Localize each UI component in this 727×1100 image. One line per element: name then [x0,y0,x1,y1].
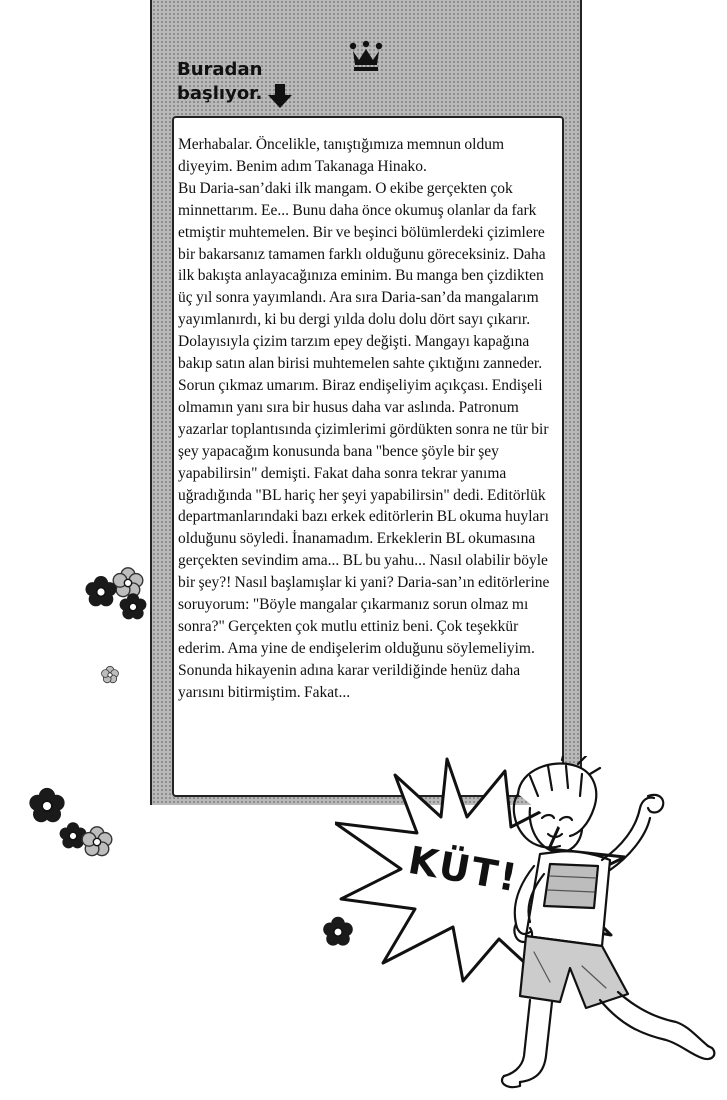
letter-box [172,116,564,797]
flower-icon [29,788,64,822]
crown-icon [348,40,384,72]
letter-text: Merhabalar. Öncelikle, tanıştığımıza memnun oldum diyeyim. Benim adım Takanaga Hinako. Bu Daria-san’daki ilk mangam. O ekibe gerçekten çok minnettarım. Ee... Bunu daha önce okumuş olanlar da fark etmiştir muhtemelen. Bir ve beşinci bölümlerdeki çizimlere bir bakarsanız tamamen farklı olduğunu göreceksiniz. Daha ilk bakışta anlayacağınıza eminim. Bu manga ben çizdikten üç yıl sonra yayımlandı. Ara sıra Daria-san’da mangalarım yayımlanırdı, ki bu dergi yılda dolu dolu dört sayı çıkarır. Dolayısıyla çizim tarzım epey değişti. Mangayı kapağına bakıp satın alan birisi muhtemelen sahte çıktığını zanneder. Sorun çıkmaz umarım. Biraz endişeliyim açıkçası. Endişeli olmamın yanı sıra bir husus daha var aslında. Patronum yazarlar toplantısında çizimlerimi gördükten sonra ne tür bir şey yapacağım konusunda bana "bence şöyle bir şey yapabilirsin" demişti. Fakat daha sonra tekrar yanıma uğradığında "BL hariç her şeyi yapabilirsin" dedi. Editörlük departmanlarındaki bazı erkek editörlerin BL okuma huyları olduğunu söyledi. İnanamadım. Erkeklerin BL okumasına gerçekten sevindim ama... BL bu yahu... Nasıl olabilir böyle bir şey?! Nasıl başlamışlar ki yani? Daria-san’ın editörlerine soruyorum: "Böyle mangalar çıkarmanız sorun olmaz mı sonra?" Gerçekten çok mutlu ettiniz beni. Çok teşekkür ederim. Ama yine de endişelerim olduğunu söylemeliyim. Sonunda hikayenin adına karar verildiğinde henüz daha yarısını bitirmiştim. Fakat... [178,136,550,701]
sound-effect: KÜT! [405,837,522,901]
flower-icon [85,576,116,606]
flower-icon [120,593,147,619]
start-here-label: Buradan başlıyor. [177,59,263,104]
flower-icon [60,822,87,848]
flower-icon [102,666,119,683]
running-boy-illustration [490,756,725,1091]
flower-icon [113,568,143,597]
flower-icon [82,827,112,856]
arrow-down-icon [267,83,293,109]
